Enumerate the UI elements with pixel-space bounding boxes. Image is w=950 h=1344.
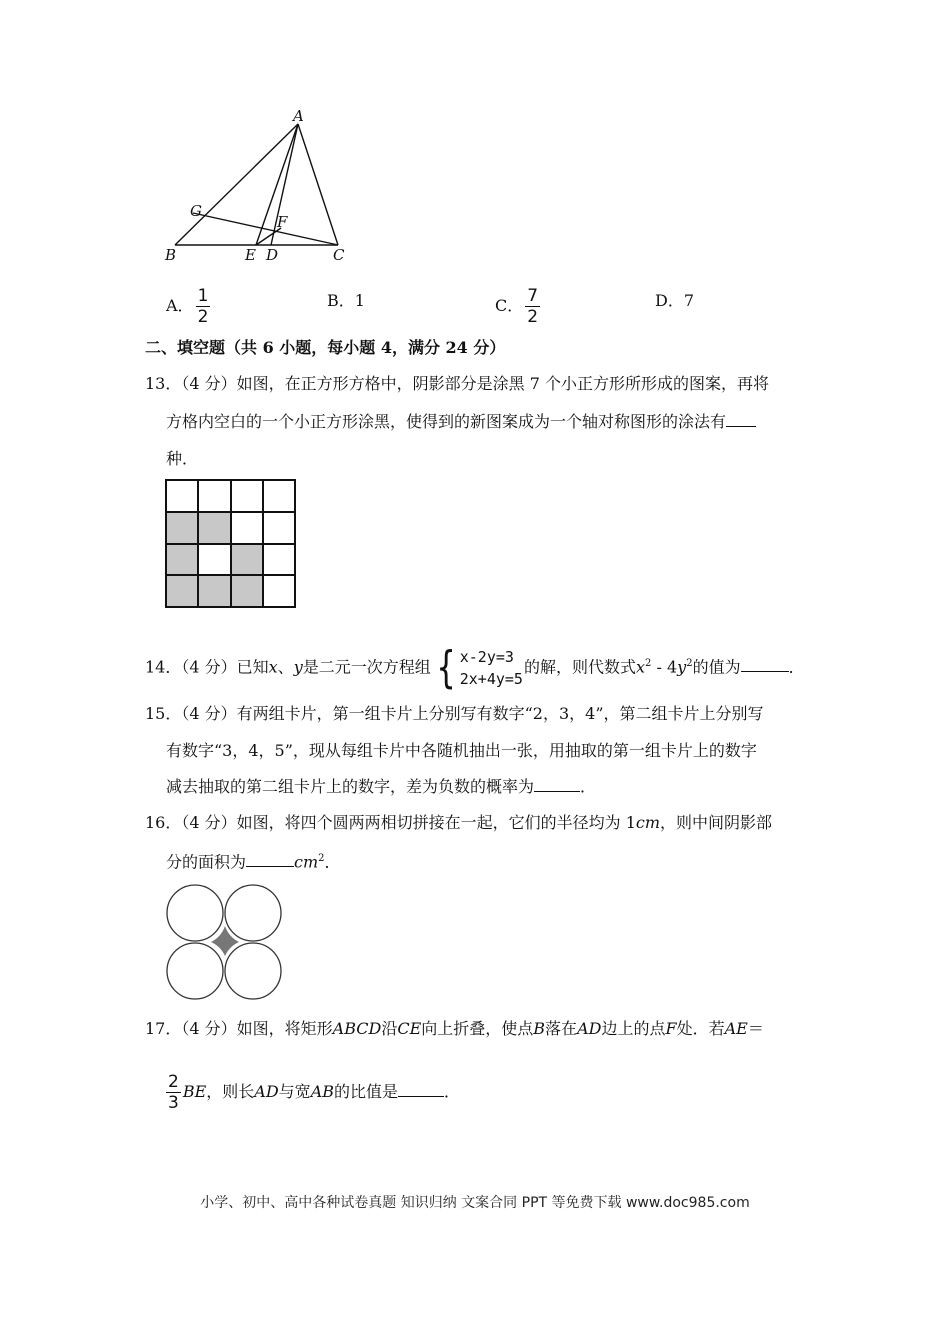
q17-ad: AD <box>577 1019 602 1038</box>
circle-top-left <box>167 885 223 941</box>
option-d[interactable] <box>655 288 694 314</box>
grid-cell-blank <box>166 480 198 512</box>
circle-top-right <box>225 885 281 941</box>
q17-at: 处．若 <box>676 1019 725 1038</box>
option-a-prefix: A． <box>166 296 194 315</box>
label-b: B <box>165 246 177 264</box>
grid-cell-blank <box>198 480 230 512</box>
segment-ac <box>298 124 338 245</box>
grid-cell-blank <box>263 480 295 512</box>
option-c-denominator: 2 <box>527 307 539 327</box>
grid-cell-blank <box>231 480 263 512</box>
q17-fraction <box>166 1072 181 1113</box>
q17-line1-a: 17．（4 分）如图，将矩形 <box>145 1019 333 1038</box>
grid-cell-shaded <box>166 512 198 544</box>
q14-expr-exp2: 2 <box>686 658 693 669</box>
q17-eq: ＝ <box>747 1019 764 1038</box>
grid-cell-shaded <box>198 512 230 544</box>
q14-expr-exp1: 2 <box>645 658 652 669</box>
q14-sep: 、 <box>277 657 294 677</box>
grid-cell-shaded <box>166 575 198 607</box>
q17-line2-a: ，则长 <box>206 1082 255 1101</box>
option-b-label: B．1 <box>327 291 365 310</box>
label-d: D <box>266 246 279 264</box>
q16-line1-b: ，则中间阴影部 <box>660 813 773 832</box>
equation-1: x-2y=3 <box>459 647 514 666</box>
grid-cell-blank <box>198 544 230 576</box>
circle-bottom-left <box>167 943 223 999</box>
q14-expr-y: y <box>677 657 687 677</box>
q16-line2 <box>166 848 341 873</box>
q16-line2-a: 分的面积为 <box>166 852 247 872</box>
q17-f: F <box>665 1019 677 1038</box>
q16-line1-unit: cm <box>635 813 661 832</box>
option-d-label: D．7 <box>655 291 695 310</box>
q17-and: 与宽 <box>278 1082 311 1101</box>
grid-cell-blank <box>263 575 295 607</box>
grid-cell-blank <box>263 544 295 576</box>
q14-line <box>145 640 805 691</box>
option-b[interactable] <box>327 288 365 314</box>
option-c-fraction <box>525 286 540 327</box>
q17-ad2: AD <box>254 1082 279 1101</box>
q17-ae: AE <box>724 1019 748 1038</box>
brace-icon: { <box>435 641 456 693</box>
q16-line1 <box>145 812 772 834</box>
q14-end: ． <box>788 657 805 677</box>
option-a-numerator: 1 <box>197 286 209 306</box>
label-f: F <box>277 213 288 231</box>
q15-line3-text: 减去抽取的第二组卡片上的数字，差为负数的概率为 <box>166 777 535 796</box>
q14-answer-blank[interactable] <box>741 657 789 672</box>
q15-line2: 有数字“3，4，5”，现从每组卡片中各随机抽出一张，用抽取的第一组卡片上的数字 <box>166 741 757 760</box>
equation-system <box>432 641 523 693</box>
q17-fraction-denominator: 3 <box>168 1093 179 1113</box>
q17-b: B <box>533 1019 546 1038</box>
triangle-figure <box>150 108 360 268</box>
q14-mid: 是二元一次方程组 <box>302 657 431 677</box>
grid-cell-shaded <box>198 575 230 607</box>
grid-cell-shaded <box>166 544 198 576</box>
option-c[interactable] <box>495 286 542 327</box>
q14-prefix: 14．（4 分）已知 <box>145 657 269 677</box>
q16-line2-unit: cm <box>294 852 319 872</box>
q13-line3: 种． <box>166 449 199 468</box>
q17-fraction-numerator: 2 <box>168 1072 179 1092</box>
footer-text: 小学、初中、高中各种试卷真题 知识归纳 文案合同 PPT 等免费下载 www.doc985.com <box>200 1195 750 1211</box>
q13-line2 <box>166 411 756 433</box>
circle-bottom-right <box>225 943 281 999</box>
option-a[interactable] <box>166 286 212 327</box>
grid-cell-blank <box>263 512 295 544</box>
q14-expr-mid: - 4 <box>651 657 678 677</box>
q14-expr-x: x <box>635 657 646 677</box>
q14-var-y: y <box>293 657 303 677</box>
q17-ce: CE <box>397 1019 422 1038</box>
four-circles-figure <box>164 882 286 1002</box>
option-c-prefix: C． <box>495 296 524 315</box>
grid-cell-shaded <box>231 544 263 576</box>
q17-be: BE <box>182 1082 207 1101</box>
q17-ratio: 的比值是 <box>334 1082 399 1101</box>
q14-after: 的解，则代数式 <box>523 657 636 677</box>
q17-abcd: ABCD <box>332 1019 382 1038</box>
q16-line2-exp: 2 <box>318 853 325 864</box>
q17-edge: 边上的点 <box>601 1019 666 1038</box>
q13-line1: 13．（4 分）如图，在正方形方格中，阴影部分是涂黑 7 个小正方形所形成的图案，再将 <box>145 374 769 393</box>
q16-answer-blank[interactable] <box>246 852 294 867</box>
q16-line1-a: 16．（4 分）如图，将四个圆两两相切拼接在一起，它们的半径均为 1 <box>145 813 636 832</box>
q17-along: 沿 <box>381 1019 398 1038</box>
equation-2: 2x+4y=5 <box>459 669 523 688</box>
grid-cell-blank <box>231 512 263 544</box>
option-a-denominator: 2 <box>197 307 209 327</box>
q13-line2-text: 方格内空白的一个小正方形涂黑，使得到的新图案成为一个轴对称图形的涂法有 <box>166 412 727 431</box>
q15-line3 <box>166 776 596 798</box>
q17-line2 <box>164 1070 460 1114</box>
q14-tail: 的值为 <box>692 657 741 677</box>
q17-end: ． <box>444 1082 461 1101</box>
q17-fall: 落在 <box>545 1019 578 1038</box>
q15-line1: 15．（4 分）有两组卡片，第一组卡片上分别写有数字“2，3，4”，第二组卡片上分别写 <box>145 704 764 723</box>
option-c-numerator: 7 <box>527 286 539 306</box>
q14-var-x: x <box>268 657 278 677</box>
q15-line3-end: ． <box>580 777 597 796</box>
q17-line1 <box>145 1018 764 1040</box>
q17-fold: 向上折叠，使点 <box>421 1019 534 1038</box>
option-a-fraction <box>196 286 211 327</box>
q17-answer-blank[interactable] <box>398 1082 444 1097</box>
grid-cell-shaded <box>231 575 263 607</box>
section-heading: 二、填空题（共 6 小题，每小题 4，满分 24 分） <box>145 338 506 357</box>
label-e: E <box>245 246 256 264</box>
q13-answer-blank[interactable] <box>726 412 756 427</box>
label-g: G <box>190 202 202 220</box>
q16-line2-end: ． <box>324 852 341 872</box>
label-c: C <box>333 246 345 264</box>
q15-answer-blank[interactable] <box>534 777 580 792</box>
q17-ab: AB <box>310 1082 334 1101</box>
label-a: A <box>293 108 304 125</box>
square-grid-figure <box>165 479 296 608</box>
